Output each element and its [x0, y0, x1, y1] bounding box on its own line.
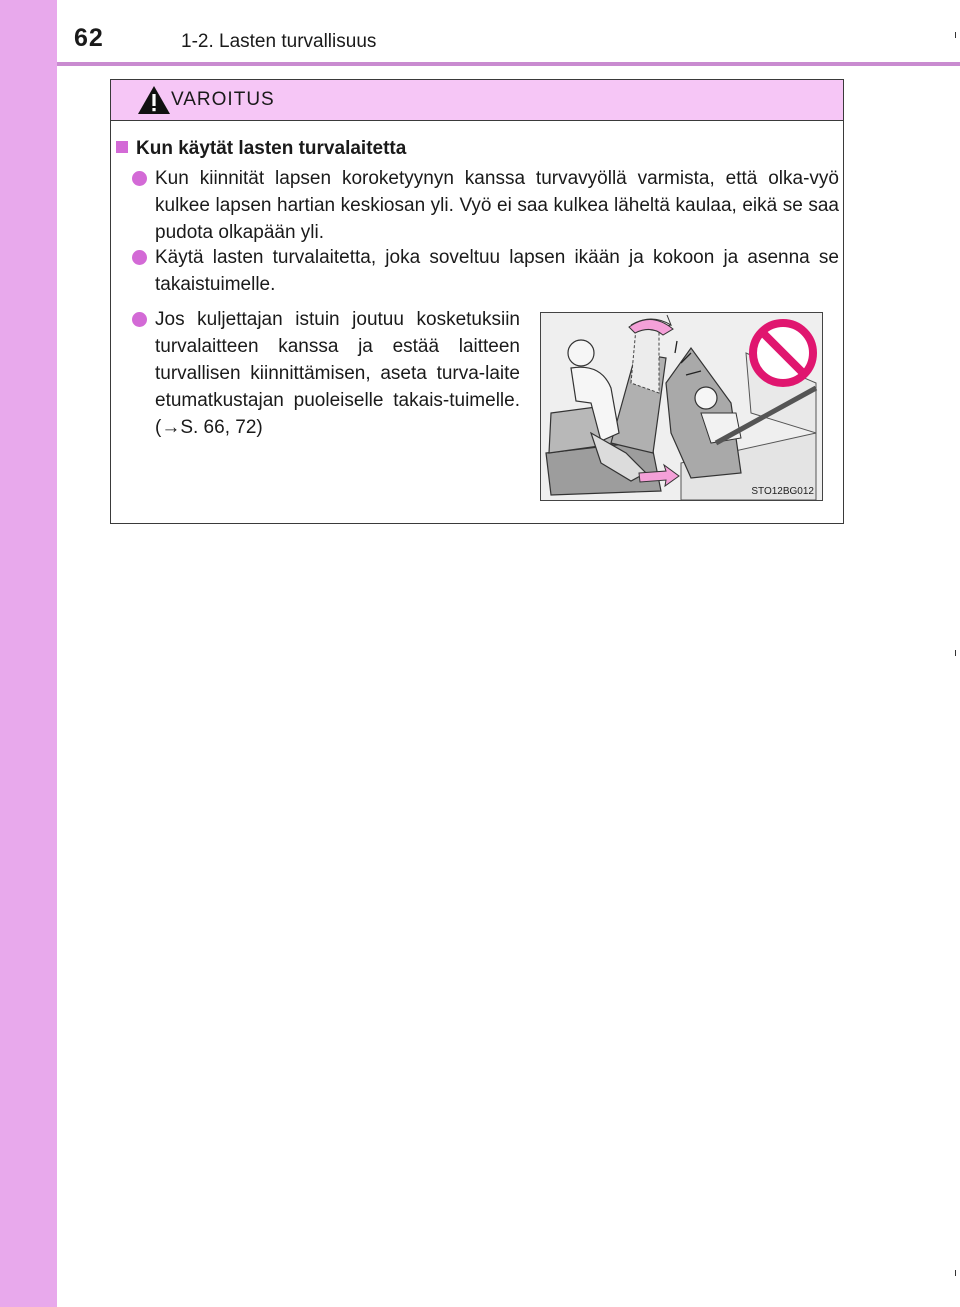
- bullet-item-2: [132, 244, 839, 298]
- crop-mark: [955, 650, 956, 656]
- bullet-text: Käytä lasten turvalaitetta, joka soveltuu lapsen ikään ja kokoon ja asenna se takaistuimelle.: [155, 247, 839, 295]
- crop-mark: [955, 1270, 956, 1276]
- circle-bullet-icon: [132, 171, 147, 186]
- square-bullet-icon: [116, 141, 128, 153]
- subheading-text: Kun käytät lasten turvalaitetta: [136, 138, 407, 159]
- circle-bullet-icon: [132, 250, 147, 265]
- header-rule: [57, 62, 960, 66]
- warning-label: VAROITUS: [171, 89, 275, 110]
- page-number: 62: [74, 24, 104, 52]
- warning-header: [111, 80, 843, 121]
- bullet-text: Kun kiinnität lapsen koroketyynyn kanssa turvavyöllä varmista, että olka-vyö kulkee lapsen hartian keskiosan yli. Vyö ei saa kulkea läheltä kaulaa, eikä se saa pudota olkapään yli.: [155, 168, 839, 243]
- warning-box: [110, 79, 844, 524]
- car-seat-drawing: [541, 313, 822, 500]
- bullet-item-3: [132, 306, 520, 441]
- circle-bullet-icon: [132, 312, 147, 327]
- figure-code: STO12BG012: [751, 486, 814, 497]
- crop-mark: [955, 32, 956, 38]
- warning-subheading: [116, 138, 406, 160]
- warning-triangle-icon: [137, 85, 171, 115]
- section-title: 1-2. Lasten turvallisuus: [181, 31, 377, 52]
- prohibition-sign-icon: [753, 323, 813, 383]
- bullet-text: Jos kuljettajan istuin joutuu kosketuksiin turvalaitteen kanssa ja estää laitteen turvallisen kiinnittämisen, aseta turva-laite etumatkustajan puoleiselle takais-tuimelle. (→S. 66, 72): [155, 309, 520, 438]
- side-tab-bar: [0, 0, 57, 1307]
- bullet-item-1: [132, 165, 839, 246]
- seat-illustration: [540, 312, 823, 501]
